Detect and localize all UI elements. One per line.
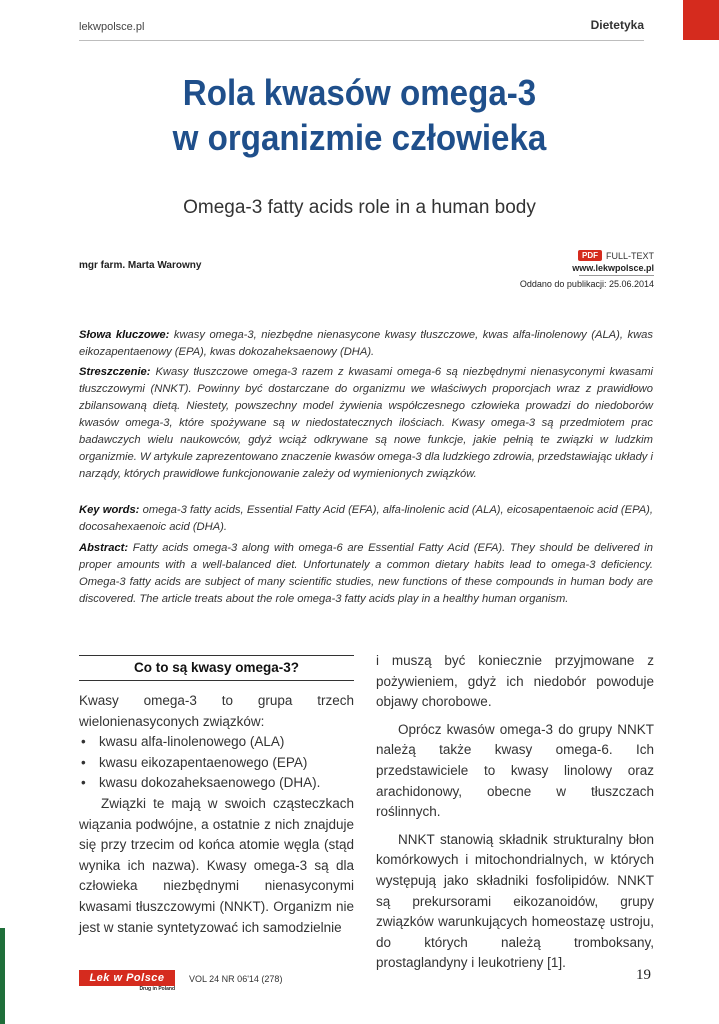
- header-divider: [79, 40, 644, 41]
- article-subtitle: Omega-3 fatty acids role in a human body: [183, 197, 536, 218]
- full-text-label[interactable]: FULL-TEXT: [605, 250, 654, 261]
- col2-paragraph-2: Oprócz kwasów omega-3 do grupy NNKT należą także kwasy omega-6. Ich przedstawiciele to kwasy linolowy oraz arachidonowy, obecne w tłuszczach roślinnych.: [376, 721, 654, 820]
- title-line-1: Rola kwasów omega-3: [182, 72, 537, 113]
- pl-summary-label: Streszczenie:: [79, 366, 151, 378]
- omega3-list: [79, 732, 354, 794]
- title-line-2: w organizmie człowieka: [172, 117, 547, 158]
- publication-date: Oddano do publikacji: 25.06.2014: [519, 279, 654, 289]
- pdf-fulltext[interactable]: [578, 250, 654, 261]
- logo-text: Lek w Polsce: [79, 970, 175, 986]
- pl-keywords: [79, 327, 653, 361]
- section-label: Dietetyka: [590, 18, 644, 32]
- pl-summary: [79, 364, 653, 483]
- list-item: • kwasu alfa-linolenowego (ALA): [99, 732, 354, 753]
- en-keywords: [79, 502, 653, 536]
- body-column-2: [376, 651, 654, 974]
- author-name: mgr farm. Marta Warowny: [79, 260, 202, 271]
- en-abstract-text: Fatty acids omega-3 along with omega-6 are Essential Fatty Acid (EFA). They should be delivered in proper amounts with a well-balanced diet. Unfortunately a common dietary habits lead to omega-3 deficiency. Omega-3 fatty acids are subject of many scientific studies, new functions of these compounds in human body are discovered. The article treats about the role omega-3 fatty acids play in a healthy human organism.: [79, 542, 653, 605]
- volume-info: VOL 24 NR 06'14 (278): [189, 974, 283, 984]
- col2-paragraph-3: NNKT stanowią składnik strukturalny błon komórkowych i mitochondrialnych, w których występują jako składniki fosfolipidów. NNKT są prekursorami eikozanoidów, grupy związków warunkujących homeostazę ustroju, do których należą tromboksany, prostaglandyny i leukotrieny [1].: [376, 831, 654, 971]
- page-number: 19: [636, 967, 651, 983]
- list-item: • kwasu eikozapentaenowego (EPA): [99, 753, 354, 774]
- section-heading: Co to są kwasy omega-3?: [79, 655, 354, 681]
- en-keywords-text: omega-3 fatty acids, Essential Fatty Acid (EFA), alfa-linolenic acid (ALA), eicosapentaenoic acid (EPA), docosahexaenoic acid (DHA).: [79, 504, 653, 533]
- col1-intro: Kwasy omega-3 to grupa trzech wielonienasyconych związków:: [79, 693, 354, 729]
- logo-subtext: Drug in Poland: [139, 986, 175, 992]
- col1-paragraph-2: Związki te mają w swoich cząsteczkach wiązania podwójne, a ostatnie z nich znajduje się przy trzecim od końca atomie węgla (stąd wynika ich nazwa). Kwasy omega-3 są dla człowieka niezbędnymi nienasyconymi kwasami tłuszczowymi (NNKT). Organizm nie jest w stanie syntetyzować ich samodzielnie: [79, 795, 354, 935]
- en-keywords-label: Key words:: [79, 504, 140, 516]
- pl-keywords-text: kwasy omega-3, niezbędne nienasycone kwasy tłuszczowe, kwas alfa-linolenowy (ALA), kwas eikozapentaenowy (EPA), kwas dokozaheksaenowy (DHA).: [79, 329, 653, 358]
- en-abstract: [79, 540, 653, 608]
- edge-color-tab: [0, 928, 5, 1024]
- pub-divider: [579, 275, 654, 276]
- list-item: • kwasu dokozaheksaenowego (DHA).: [99, 773, 354, 794]
- article-title: [29, 70, 690, 160]
- journal-logo: [79, 970, 175, 992]
- pl-summary-text: Kwasy tłuszczowe omega-3 razem z kwasami omega-6 są niezbędnymi nienasyconymi kwasami tłuszczowymi (NNKT). Powinny być dostarczane do organizmu we właściwych proporcjach wraz z prawidłowo zbilansowaną dietą. Niestety, powszechny model żywienia współczesnego człowieka prowadzi do niedoborów kwasów omega-3, które spożywane są w niedostatecznych ilościach. Kwasy omega-3 są przedmiotem prac badawczych wielu naukowców, gdyż wciąż odkrywane są nowe funkcje, jakie pełnią te związki w ludzkim organizmie. W artykule zaprezentowano znaczenie kwasów omega-3 dla ludzkiego zdrowia, przedstawiając układy i narządy, których prawidłowe funkcjonowanie zależy od wymienionych związków.: [79, 366, 653, 480]
- body-column-1: [79, 691, 354, 938]
- website-link[interactable]: www.lekwpolsce.pl: [572, 263, 654, 273]
- en-abstract-label: Abstract:: [79, 542, 129, 554]
- pl-keywords-label: Słowa kluczowe:: [79, 329, 170, 341]
- section-color-tab: [683, 0, 719, 40]
- site-url: lekwpolsce.pl: [79, 21, 145, 33]
- pdf-badge[interactable]: PDF: [578, 250, 602, 261]
- col2-paragraph-1: i muszą być koniecznie przyjmowane z pożywieniem, gdyż ich niedobór powoduje objawy chorobowe.: [376, 653, 654, 710]
